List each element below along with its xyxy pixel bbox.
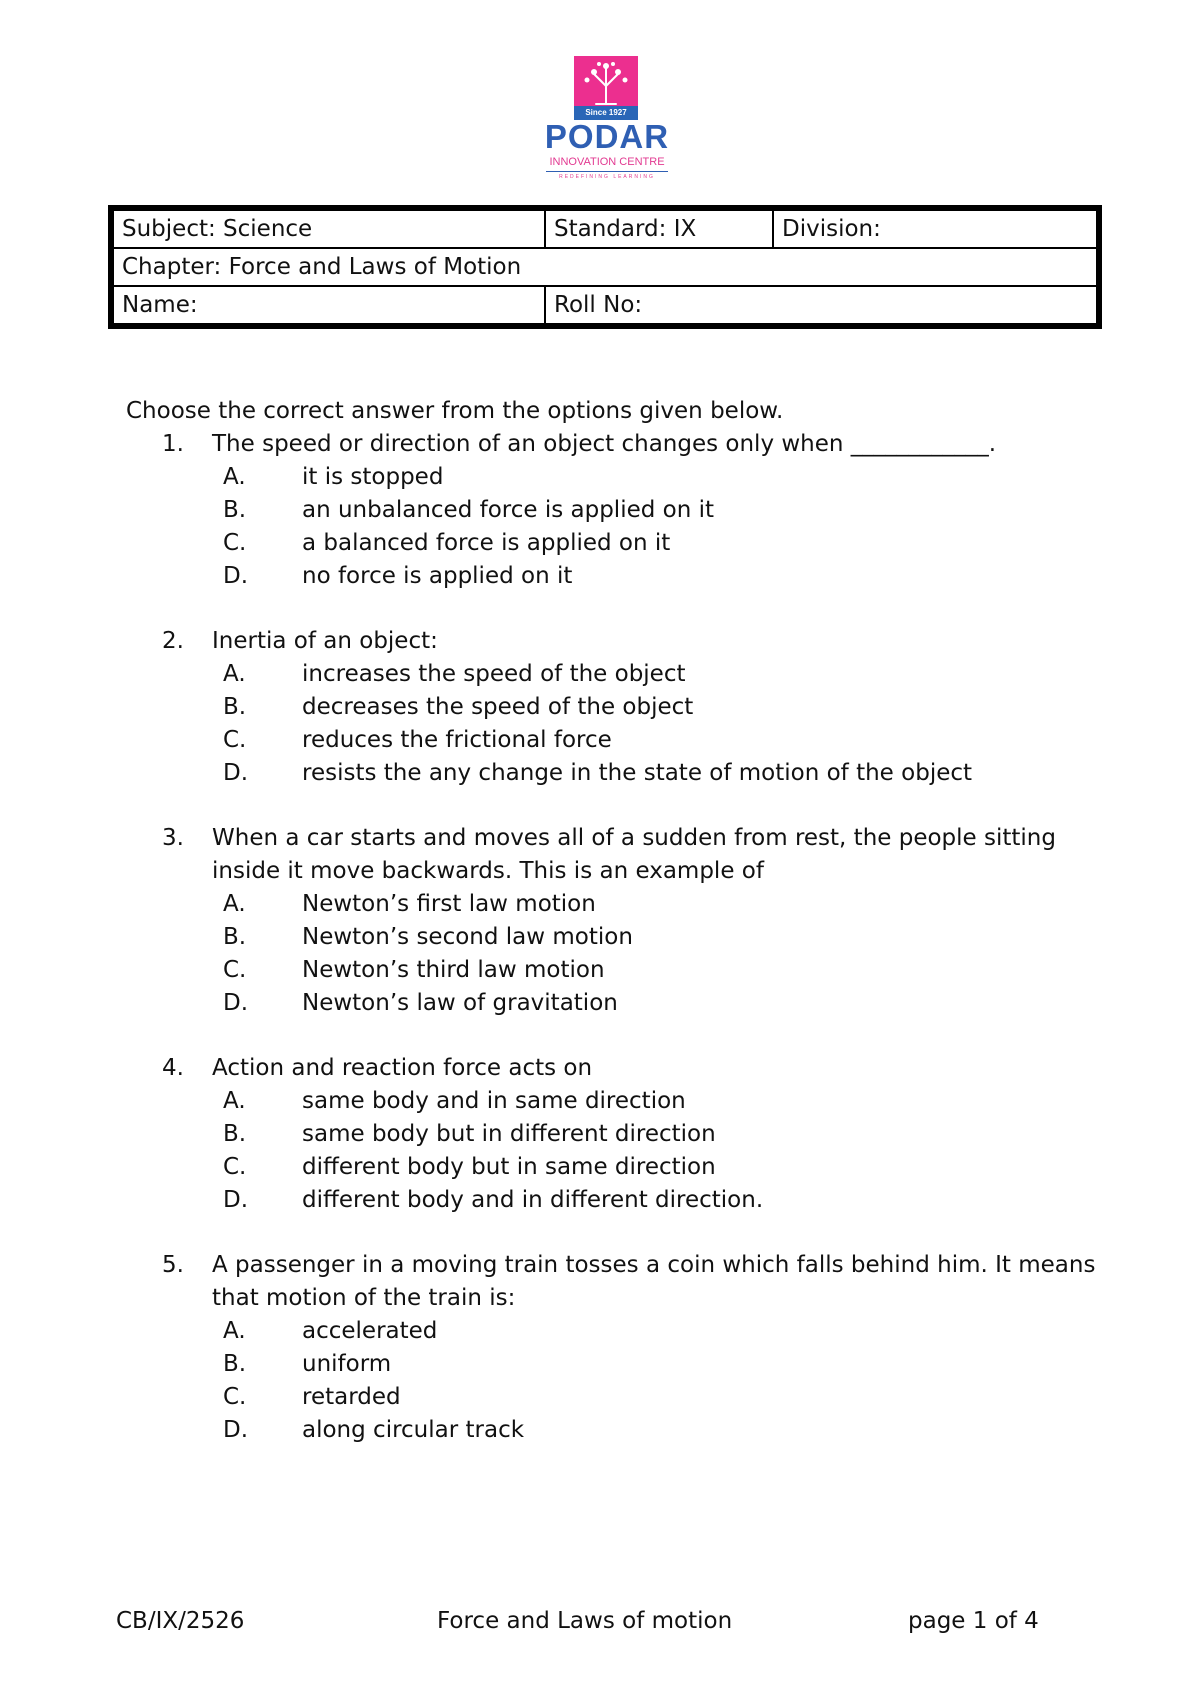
question-1 [126, 428, 1126, 593]
instruction-text: Choose the correct answer from the options given below. [126, 398, 784, 424]
option-text: Newton’s third law motion [302, 957, 605, 983]
footer-title: Force and Laws of motion [437, 1608, 733, 1634]
option-label: A. [223, 1088, 246, 1114]
question-number: 3. [162, 825, 184, 851]
logo-tagline: REDEFINING LEARNING [559, 174, 655, 180]
standard-cell: Standard: IX [545, 210, 773, 248]
option [126, 1381, 1126, 1414]
option-text: different body and in different direction. [302, 1187, 764, 1213]
info-row [113, 248, 1097, 286]
option-text: Newton’s law of gravitation [302, 990, 618, 1016]
option [126, 954, 1126, 987]
question-text: Action and reaction force acts on [212, 1055, 593, 1081]
option [126, 1414, 1126, 1447]
student-info-table [108, 205, 1102, 329]
logo-divider [546, 171, 668, 172]
option-text: decreases the speed of the object [302, 694, 694, 720]
option-label: D. [223, 990, 249, 1016]
option [126, 494, 1126, 527]
chapter-cell: Chapter: Force and Laws of Motion [113, 248, 1097, 286]
question-number: 1. [162, 431, 184, 457]
name-cell: Name: [113, 286, 545, 324]
question-text: A passenger in a moving train tosses a coin which falls behind him. It means that motion of the train is: [212, 1252, 1096, 1311]
roll-no-cell: Roll No: [545, 286, 1097, 324]
option-label: C. [223, 957, 247, 983]
option-label: A. [223, 464, 246, 490]
option-text: reduces the frictional force [302, 727, 612, 753]
option [126, 527, 1126, 560]
option-text: resists the any change in the state of motion of the object [302, 760, 973, 786]
option-text: Newton’s first law motion [302, 891, 596, 917]
option [126, 757, 1126, 790]
option-label: C. [223, 1384, 247, 1410]
option-text: an unbalanced force is applied on it [302, 497, 715, 523]
option-label: A. [223, 1318, 246, 1344]
option-label: C. [223, 1154, 247, 1180]
option [126, 658, 1126, 691]
option-text: Newton’s second law motion [302, 924, 633, 950]
question-text: The speed or direction of an object changes only when ____________. [212, 431, 997, 457]
subject-cell: Subject: Science [113, 210, 545, 248]
option-label: B. [223, 1121, 247, 1147]
footer-code: CB/IX/2526 [116, 1608, 245, 1634]
option [126, 1118, 1126, 1151]
question-section [126, 395, 1126, 1447]
podar-logo [532, 52, 682, 180]
info-row [113, 210, 1097, 248]
option [126, 1151, 1126, 1184]
option-text: uniform [302, 1351, 392, 1377]
option [126, 1184, 1126, 1217]
option-label: B. [223, 924, 247, 950]
option-label: A. [223, 661, 246, 687]
option-label: D. [223, 563, 249, 589]
option [126, 987, 1126, 1020]
option [126, 921, 1126, 954]
question-text: Inertia of an object: [212, 628, 438, 654]
question-number: 4. [162, 1055, 184, 1081]
option-label: A. [223, 891, 246, 917]
option-label: D. [223, 1417, 249, 1443]
option [126, 691, 1126, 724]
option-label: D. [223, 1187, 249, 1213]
division-cell: Division: [773, 210, 1097, 248]
option [126, 1348, 1126, 1381]
option-text: a balanced force is applied on it [302, 530, 671, 556]
option [126, 461, 1126, 494]
question-number: 5. [162, 1252, 184, 1278]
option-label: B. [223, 694, 247, 720]
option-label: C. [223, 727, 247, 753]
logo-subtitle: INNOVATION CENTRE [549, 156, 665, 168]
option-text: different body but in same direction [302, 1154, 716, 1180]
question-2 [126, 625, 1126, 790]
option-text: increases the speed of the object [302, 661, 686, 687]
question-5 [126, 1249, 1126, 1447]
option-text: accelerated [302, 1318, 438, 1344]
logo-since: Since 1927 [574, 106, 638, 120]
question-text: When a car starts and moves all of a sudden from rest, the people sitting inside it move backwards. This is an example of [212, 825, 1056, 884]
option [126, 560, 1126, 593]
option [126, 724, 1126, 757]
option [126, 888, 1126, 921]
option-label: B. [223, 497, 247, 523]
question-4 [126, 1052, 1126, 1217]
option-text: no force is applied on it [302, 563, 573, 589]
logo-name: PODAR [544, 118, 670, 155]
option-text: same body and in same direction [302, 1088, 686, 1114]
option-text: retarded [302, 1384, 401, 1410]
option-label: C. [223, 530, 247, 556]
question-number: 2. [162, 628, 184, 654]
option-text: it is stopped [302, 464, 444, 490]
option-text: same body but in different direction [302, 1121, 716, 1147]
option [126, 1085, 1126, 1118]
option-label: B. [223, 1351, 247, 1377]
footer-page-number: page 1 of 4 [908, 1608, 1039, 1634]
info-row [113, 286, 1097, 324]
option-text: along circular track [302, 1417, 525, 1443]
option-label: D. [223, 760, 249, 786]
option [126, 1315, 1126, 1348]
question-3 [126, 822, 1126, 1020]
